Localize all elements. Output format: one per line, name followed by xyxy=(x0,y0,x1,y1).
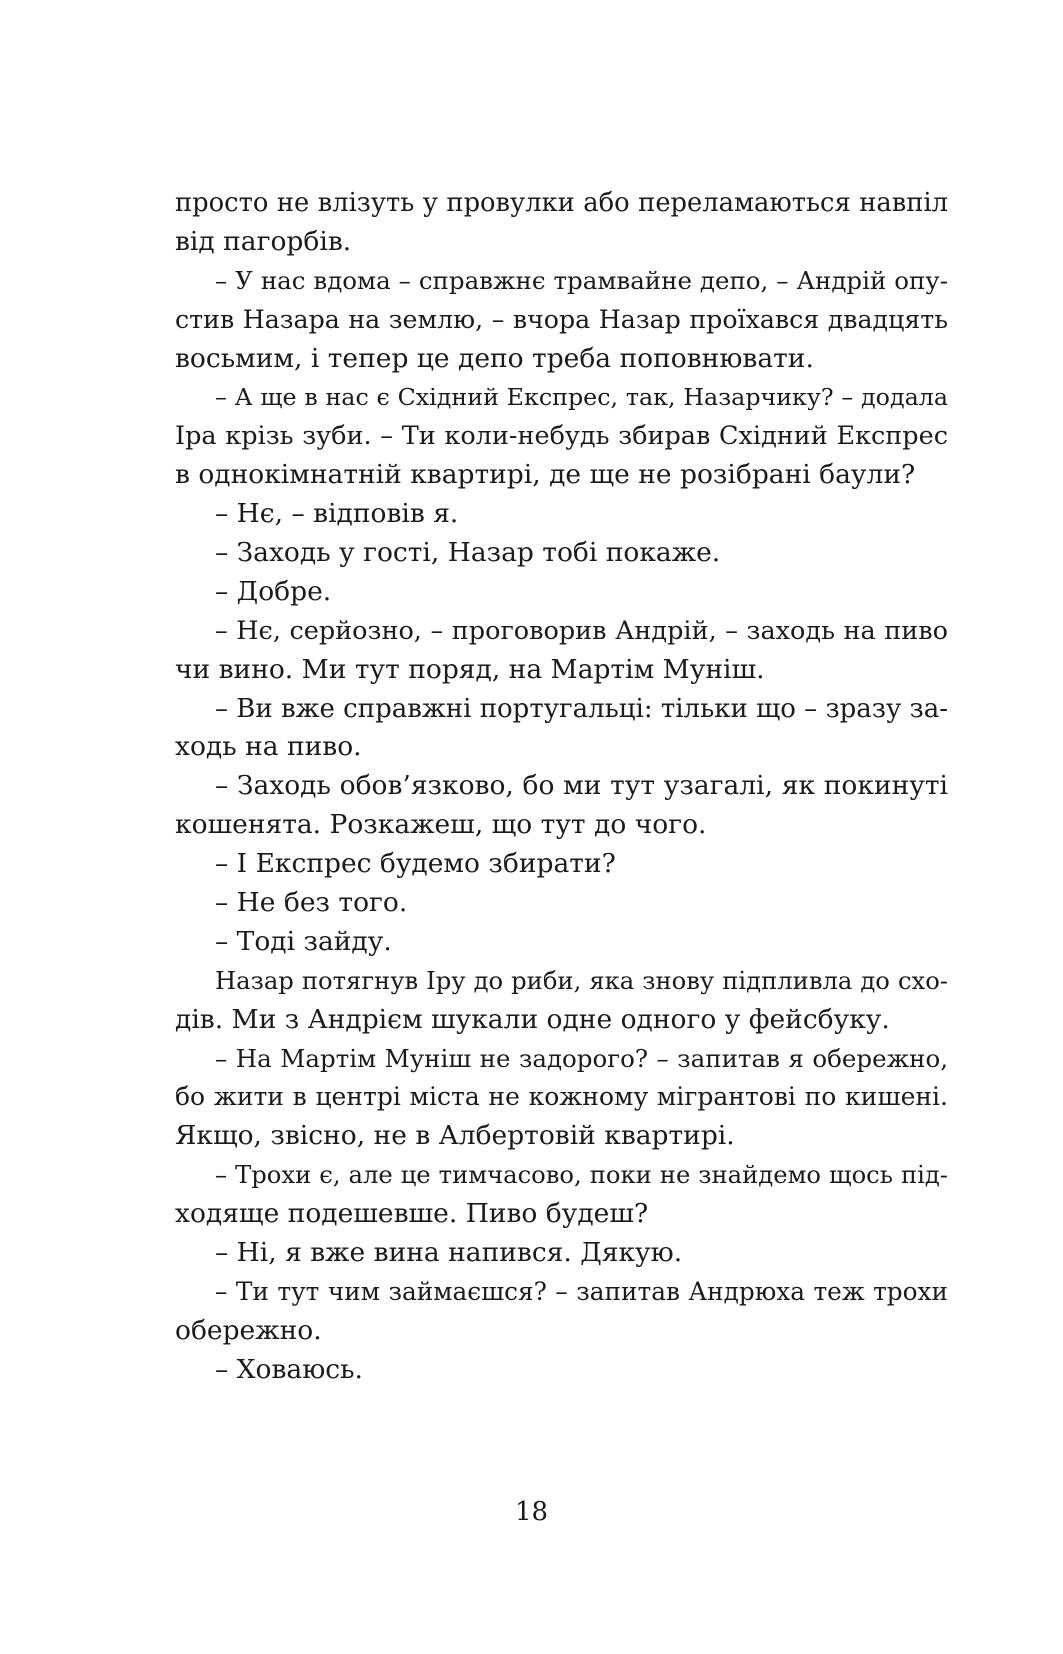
text-line: стив Назара на землю, – вчора Назар проїхався двадцять xyxy=(175,304,948,334)
text-line: від пагорбів. xyxy=(175,225,352,257)
text-line: просто не влізуть у провулки або переламаються навпіл xyxy=(175,188,948,218)
text-line: Іра крізь зуби. – Ти коли-небудь збирав Східний Експрес xyxy=(175,421,948,452)
page-number: 18 xyxy=(514,1497,549,1527)
text-line: – А ще в нас є Східний Експрес, так, Назарчику? – додала xyxy=(215,383,948,412)
text-line: кошенята. Розкажеш, що тут до чого. xyxy=(175,809,707,841)
text-line: – Заходь у гості, Назар тобі покаже. xyxy=(215,537,721,569)
text-line: ходь на пиво. xyxy=(175,731,362,763)
text-line: Назар потягнув Іру до риби, яка знову підпливла до схо- xyxy=(215,965,948,995)
text-line: – На Мартім Муніш не задорого? – запитав я обережно, xyxy=(215,1043,948,1073)
text-line: – У нас вдома – справжнє трамвайне депо, – Андрій опу- xyxy=(215,265,948,295)
text-line: – Ховаюсь. xyxy=(215,1353,363,1385)
text-line: Якщо, звісно, не в Албертовій квартирі. xyxy=(175,1120,735,1152)
text-line: чи вино. Ми тут поряд, на Мартім Муніш. xyxy=(175,653,765,685)
text-line: – Заходь обов’язково, бо ми тут узагалі, як покинуті xyxy=(215,770,948,802)
text-line: – Нє, серйозно, – проговорив Андрій, – заходь на пиво xyxy=(215,615,948,646)
text-line: восьмим, і тепер це депо треба поповнювати. xyxy=(175,342,814,374)
text-line: – Трохи є, але це тимчасово, поки не знайдемо щось під- xyxy=(215,1160,948,1190)
text-line: – І Експрес будемо збирати? xyxy=(215,848,616,880)
page-body-text xyxy=(175,184,948,1390)
text-line: – Ви вже справжні португальці: тільки що – зразу за- xyxy=(215,693,948,724)
text-line: – Ні, я вже вина напився. Дякую. xyxy=(215,1237,683,1269)
text-line: – Нє, – відповів я. xyxy=(215,498,459,530)
text-line: дів. Ми з Андрієм шукали одне одного у фейсбуку. xyxy=(175,1003,890,1035)
text-line: – Не без того. xyxy=(215,887,408,919)
text-line: обережно. xyxy=(175,1314,322,1346)
text-line: – Ти тут чим займаєшся? – запитав Андрюха теж трохи xyxy=(215,1276,948,1306)
text-line: – Добре. xyxy=(215,575,332,607)
text-line: бо жити в центрі міста не кожному мігрантові по кишені. xyxy=(175,1082,948,1112)
text-line: ходяще подешевше. Пиво будеш? xyxy=(175,1198,649,1230)
text-line: – Тоді зайду. xyxy=(215,925,392,957)
text-line: в однокімнатній квартирі, де ще не розібрані баули? xyxy=(175,459,916,491)
